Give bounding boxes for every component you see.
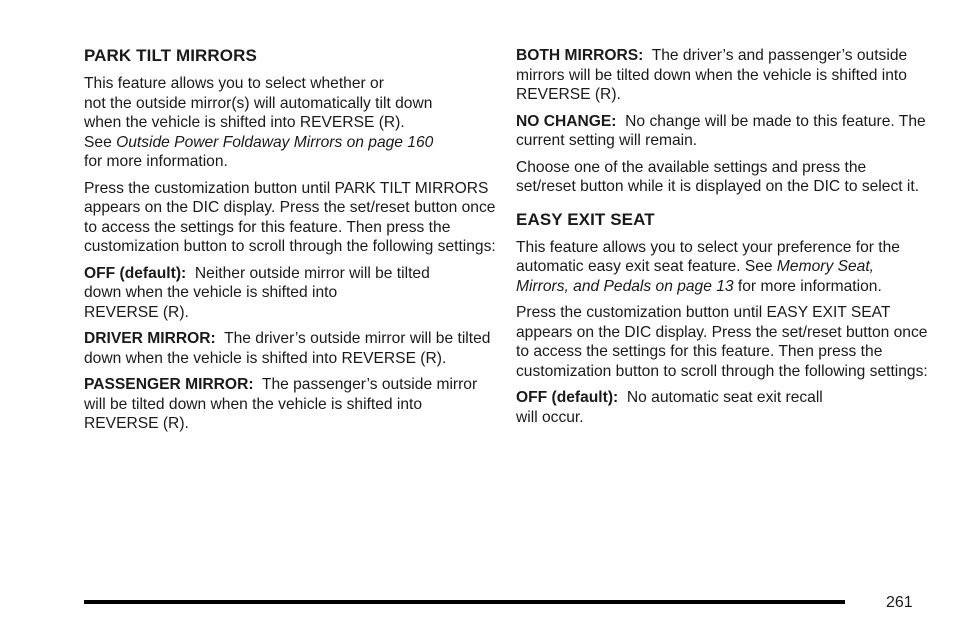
easy-exit-intro-paragraph — [516, 238, 928, 297]
driver-mirror-label: DRIVER MIRROR: — [84, 330, 216, 347]
intro-see: See — [84, 133, 117, 151]
intro-line-2: not the outside mirror(s) will automatically tilt down — [84, 94, 433, 112]
off-default-label: OFF (default): — [84, 264, 187, 282]
left-column — [84, 46, 496, 441]
park-tilt-intro-paragraph — [84, 74, 496, 172]
driver-mirror-setting — [84, 329, 496, 368]
off-line-2: down when the vehicle is shifted into — [84, 284, 338, 301]
both-mirrors-setting — [516, 46, 928, 105]
intro-line-3: when the vehicle is shifted into REVERSE (R). — [84, 114, 405, 131]
foldaway-mirrors-reference: Outside Power Foldaway Mirrors on page 160 — [116, 133, 434, 151]
memory-seat-reference: Memory Seat, Mirrors, and Pedals on page 13 — [516, 258, 874, 295]
intro-line-1: This feature allows you to select whether or — [84, 75, 384, 92]
intro-end: for more information. — [84, 153, 228, 170]
off-default-seat-label: OFF (default): — [516, 389, 619, 406]
off-seat-line-2: will occur. — [516, 408, 584, 426]
no-change-text: No change will be made to this feature. The current setting will remain. — [516, 112, 926, 149]
no-change-setting — [516, 112, 928, 151]
easy-exit-intro: This feature allows you to select your preference for the automatic easy exit seat feature. See — [516, 238, 900, 275]
both-mirrors-text: The driver’s and passenger’s outside mirrors will be tilted down when the vehicle is shifted into REVERSE (R). — [516, 47, 908, 103]
page-number: 261 — [886, 594, 913, 611]
choose-setting-paragraph: Choose one of the available settings and press the set/reset button while it is displayed on the DIC to select it. — [516, 158, 920, 195]
driver-mirror-text: The driver’s outside mirror will be tilted down when the vehicle is shifted into REVERSE (R). — [84, 330, 491, 367]
right-column — [516, 46, 928, 434]
easy-exit-seat-heading: EASY EXIT SEAT — [516, 209, 655, 229]
off-seat-line-1: No automatic seat exit recall — [626, 389, 823, 406]
passenger-mirror-label: PASSENGER MIRROR: — [84, 376, 254, 393]
off-line-1: Neither outside mirror will be tilted — [194, 264, 430, 282]
no-change-label: NO CHANGE: — [516, 112, 617, 130]
passenger-mirror-text: The passenger’s outside mirror will be tilted down when the vehicle is shifted into REVERSE (R). — [84, 376, 478, 432]
off-line-3: REVERSE (R). — [84, 303, 189, 321]
press-customization-paragraph-2: Press the customization button until EASY EXIT SEAT appears on the DIC display. Press the set/reset button once to access the settings for this feature. Then press the customization button to scroll through the following settings: — [516, 304, 928, 380]
off-default-setting — [84, 264, 496, 323]
passenger-mirror-setting — [84, 375, 496, 434]
easy-exit-end: for more information. — [737, 277, 882, 295]
both-mirrors-label: BOTH MIRRORS: — [516, 47, 644, 64]
footer-rule — [84, 600, 845, 604]
off-default-seat-setting — [516, 388, 928, 427]
park-tilt-mirrors-heading: PARK TILT MIRRORS — [84, 46, 257, 65]
press-customization-paragraph: Press the customization button until PARK TILT MIRRORS appears on the DIC display. Press the set/reset button once to access the settings for this feature. Then press the customization button to scroll through the following settings: — [84, 179, 496, 255]
